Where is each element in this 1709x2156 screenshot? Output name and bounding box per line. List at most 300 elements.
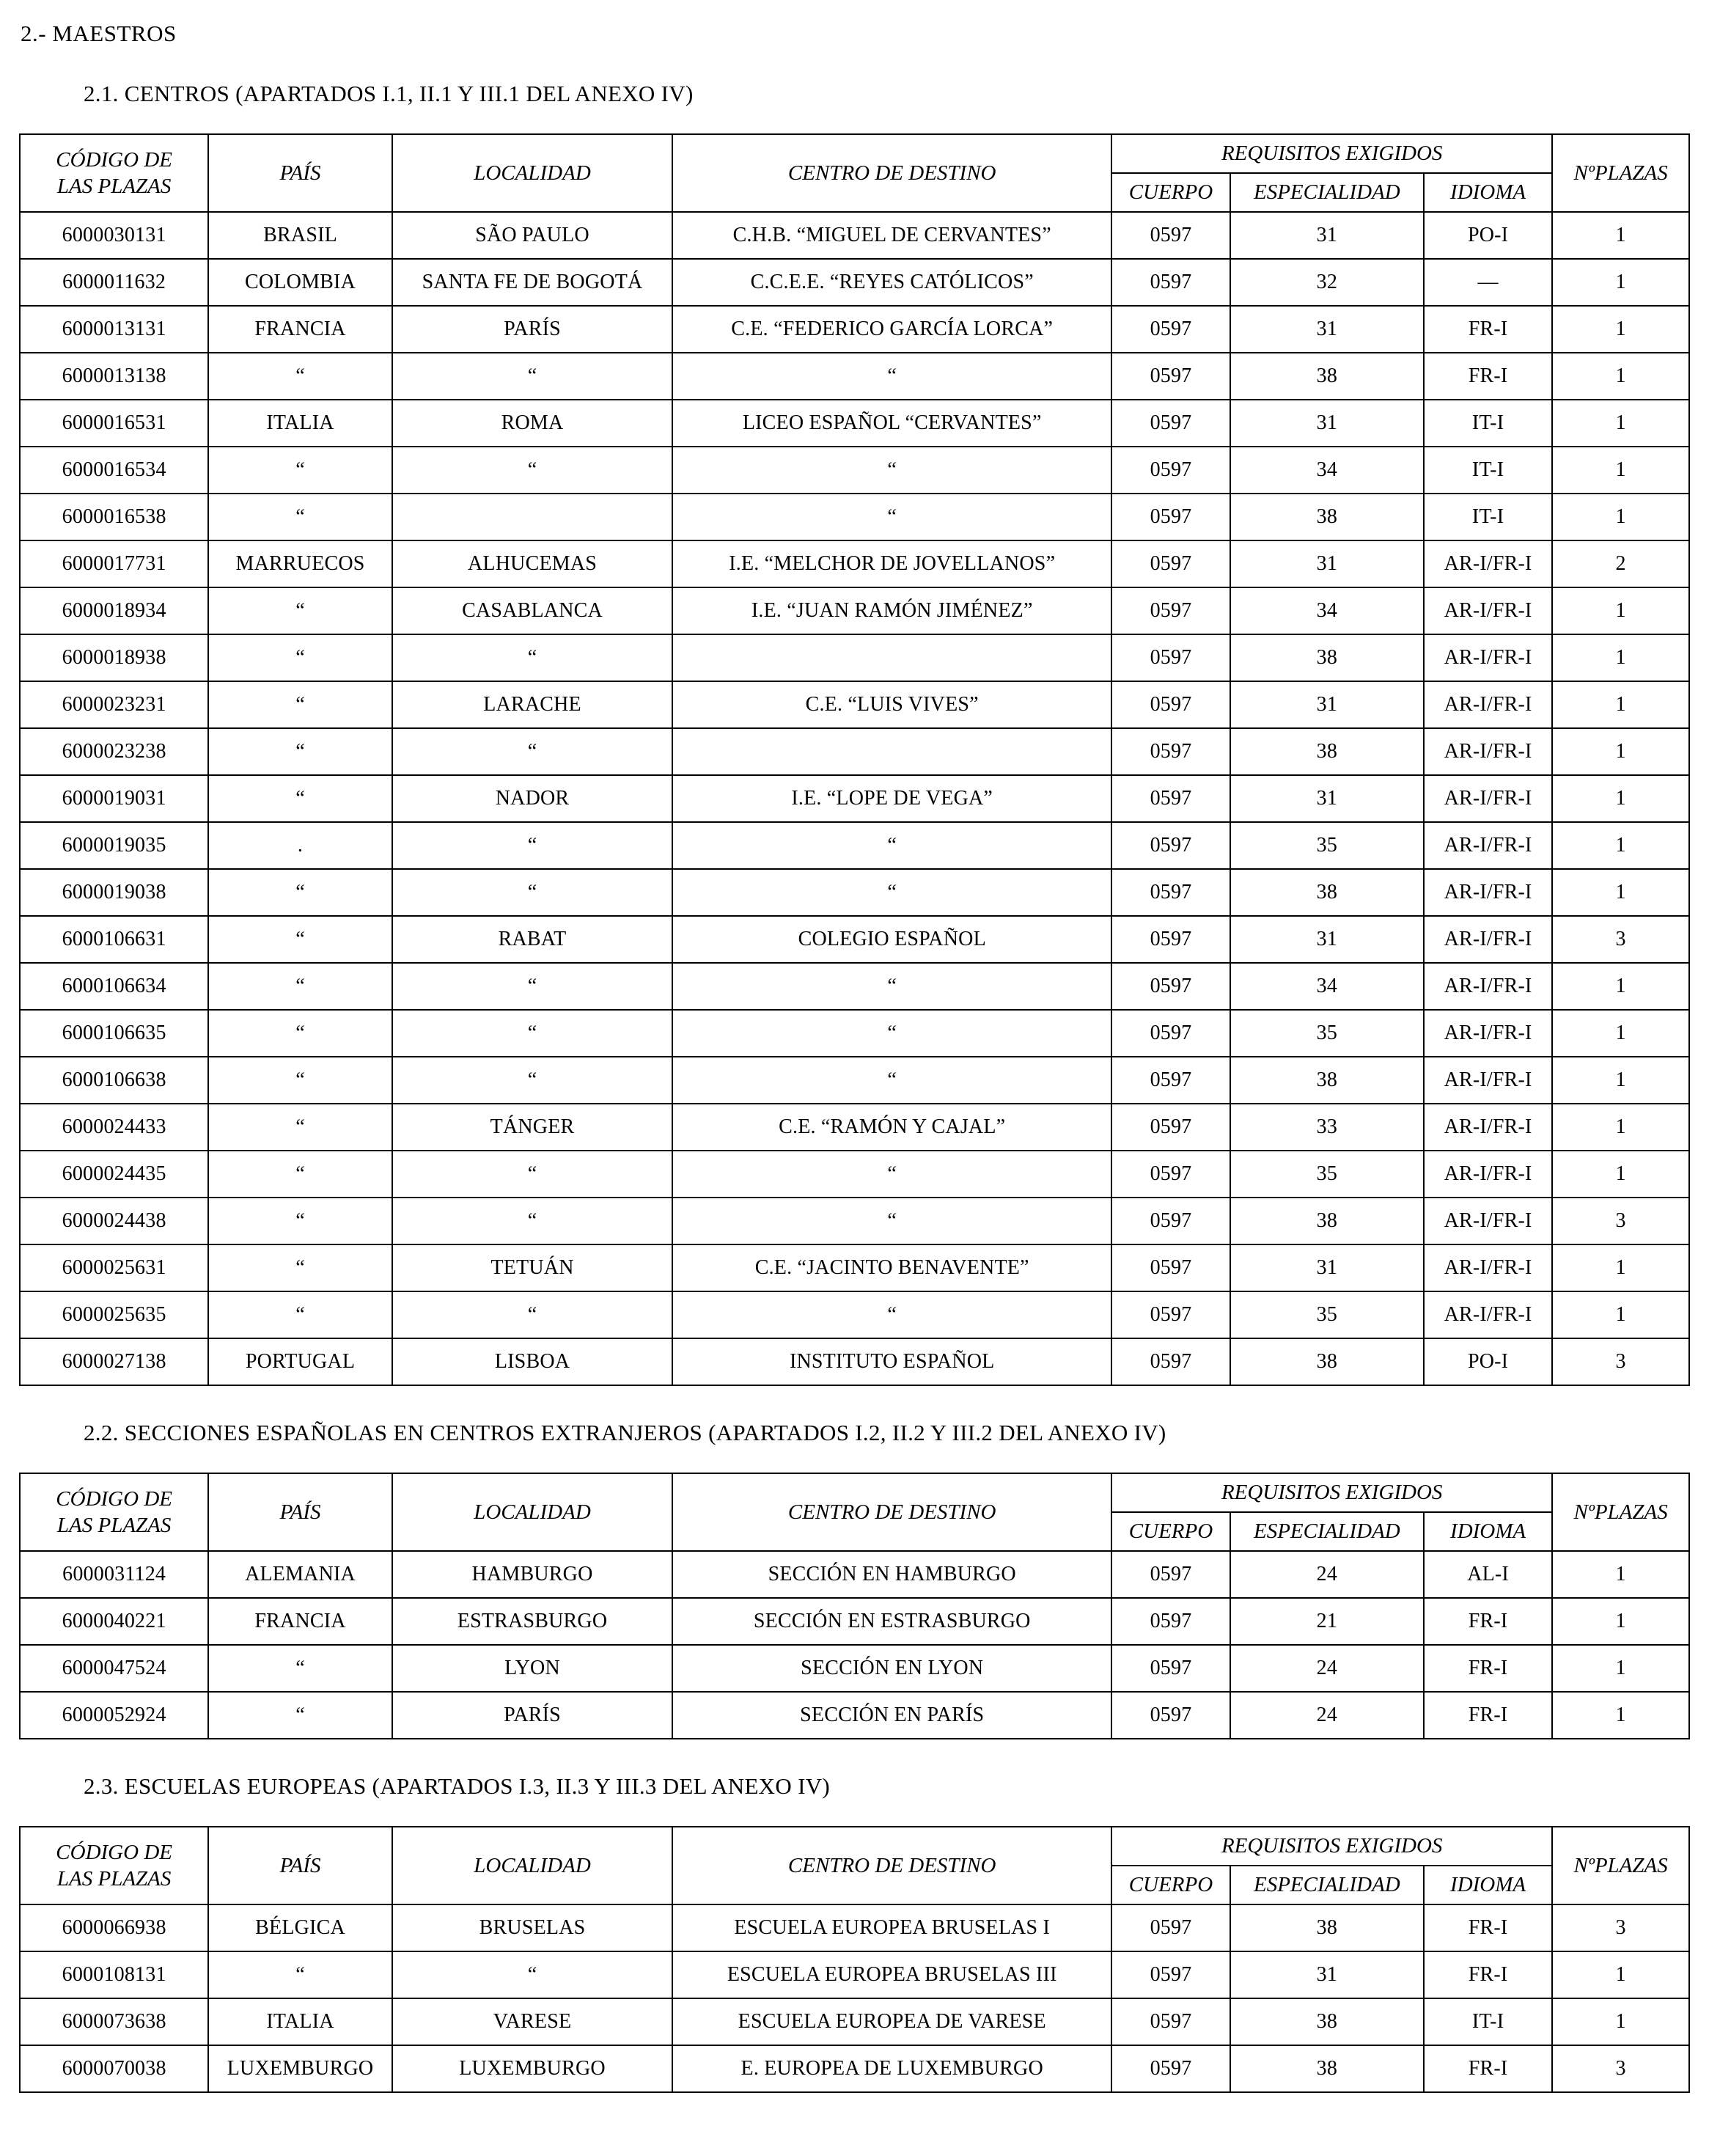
cell-cuerpo: 0597 (1111, 353, 1230, 400)
cell-plazas: 1 (1552, 353, 1689, 400)
cell-pais: “ (208, 916, 392, 963)
cell-localidad: ROMA (392, 400, 673, 447)
table-row (20, 494, 1689, 540)
cell-idioma: IT-I (1424, 494, 1552, 540)
cell-idioma: AR-I/FR-I (1424, 1198, 1552, 1244)
cell-pais: “ (208, 1104, 392, 1151)
cell-codigo: 6000025631 (20, 1244, 208, 1291)
cell-plazas: 1 (1552, 1998, 1689, 2045)
table-row (20, 1692, 1689, 1739)
cell-localidad: BRUSELAS (392, 1904, 673, 1951)
cell-centro: INSTITUTO ESPAÑOL (672, 1338, 1111, 1385)
cell-idioma: PO-I (1424, 212, 1552, 259)
column-header-localidad: LOCALIDAD (392, 1473, 673, 1551)
cell-especialidad: 31 (1230, 212, 1424, 259)
cell-idioma: AR-I/FR-I (1424, 1010, 1552, 1057)
cell-codigo: 6000024433 (20, 1104, 208, 1151)
column-header-plazas: NºPLAZAS (1552, 1473, 1689, 1551)
column-header-localidad: LOCALIDAD (392, 134, 673, 212)
cell-centro: SECCIÓN EN LYON (672, 1645, 1111, 1692)
cell-codigo: 6000030131 (20, 212, 208, 259)
column-header-codigo (20, 134, 208, 212)
cell-especialidad: 34 (1230, 963, 1424, 1010)
cell-centro: C.C.E.E. “REYES CATÓLICOS” (672, 259, 1111, 306)
cell-cuerpo: 0597 (1111, 1998, 1230, 2045)
cell-pais: “ (208, 1244, 392, 1291)
cell-especialidad: 31 (1230, 540, 1424, 587)
cell-pais: COLOMBIA (208, 259, 392, 306)
cell-cuerpo: 0597 (1111, 259, 1230, 306)
table-row (20, 1151, 1689, 1198)
cell-pais: “ (208, 1951, 392, 1998)
table-row (20, 1904, 1689, 1951)
cell-pais: ITALIA (208, 400, 392, 447)
table-row (20, 1951, 1689, 1998)
cell-pais: MARRUECOS (208, 540, 392, 587)
table-row (20, 400, 1689, 447)
cell-centro: C.E. “LUIS VIVES” (672, 681, 1111, 728)
cell-plazas: 1 (1552, 634, 1689, 681)
column-header-especialidad: ESPECIALIDAD (1230, 173, 1424, 212)
cell-pais: BRASIL (208, 212, 392, 259)
cell-pais: “ (208, 775, 392, 822)
cell-especialidad: 24 (1230, 1692, 1424, 1739)
cell-pais: ITALIA (208, 1998, 392, 2045)
cell-localidad: “ (392, 869, 673, 916)
cell-cuerpo: 0597 (1111, 1104, 1230, 1151)
cell-especialidad: 32 (1230, 259, 1424, 306)
cell-localidad: PARÍS (392, 306, 673, 353)
cell-idioma: PO-I (1424, 1338, 1552, 1385)
cell-cuerpo: 0597 (1111, 2045, 1230, 2092)
cell-especialidad: 34 (1230, 447, 1424, 494)
cell-idioma: AR-I/FR-I (1424, 728, 1552, 775)
cell-plazas: 3 (1552, 916, 1689, 963)
cell-cuerpo: 0597 (1111, 822, 1230, 869)
cell-codigo: 6000018934 (20, 587, 208, 634)
table-row (20, 447, 1689, 494)
cell-localidad: LISBOA (392, 1338, 673, 1385)
cell-especialidad: 38 (1230, 494, 1424, 540)
cell-cuerpo: 0597 (1111, 540, 1230, 587)
cell-plazas: 3 (1552, 2045, 1689, 2092)
cell-localidad: SANTA FE DE BOGOTÁ (392, 259, 673, 306)
table-row (20, 1551, 1689, 1598)
cell-idioma: AR-I/FR-I (1424, 587, 1552, 634)
cell-pais: LUXEMBURGO (208, 2045, 392, 2092)
cell-plazas: 1 (1552, 822, 1689, 869)
column-header-especialidad: ESPECIALIDAD (1230, 1512, 1424, 1551)
cell-localidad: RABAT (392, 916, 673, 963)
cell-idioma: IT-I (1424, 447, 1552, 494)
cell-especialidad: 38 (1230, 1338, 1424, 1385)
cell-centro: SECCIÓN EN ESTRASBURGO (672, 1598, 1111, 1645)
cell-codigo: 6000073638 (20, 1998, 208, 2045)
cell-especialidad: 38 (1230, 1904, 1424, 1951)
table-row (20, 869, 1689, 916)
cell-cuerpo: 0597 (1111, 634, 1230, 681)
cell-centro: “ (672, 1010, 1111, 1057)
column-header-requisitos: REQUISITOS EXIGIDOS (1111, 134, 1552, 173)
cell-pais: FRANCIA (208, 306, 392, 353)
cell-plazas: 1 (1552, 869, 1689, 916)
column-header-cuerpo: CUERPO (1111, 1866, 1230, 1904)
cell-cuerpo: 0597 (1111, 869, 1230, 916)
cell-especialidad: 31 (1230, 306, 1424, 353)
cell-cuerpo: 0597 (1111, 1338, 1230, 1385)
cell-pais: BÉLGICA (208, 1904, 392, 1951)
table-row (20, 2045, 1689, 2092)
table-row (20, 1645, 1689, 1692)
cell-plazas: 1 (1552, 447, 1689, 494)
cell-codigo: 6000106634 (20, 963, 208, 1010)
cell-especialidad: 38 (1230, 353, 1424, 400)
cell-pais: “ (208, 494, 392, 540)
cell-plazas: 1 (1552, 259, 1689, 306)
cell-codigo: 6000024435 (20, 1151, 208, 1198)
codigo-header-line1: CÓDIGO DE (56, 1486, 172, 1511)
cell-especialidad: 35 (1230, 822, 1424, 869)
cell-idioma: AR-I/FR-I (1424, 869, 1552, 916)
cell-localidad: ESTRASBURGO (392, 1598, 673, 1645)
cell-localidad: “ (392, 963, 673, 1010)
cell-localidad: NADOR (392, 775, 673, 822)
cell-codigo: 6000016538 (20, 494, 208, 540)
table-row (20, 728, 1689, 775)
cell-plazas: 1 (1552, 1291, 1689, 1338)
cell-localidad: CASABLANCA (392, 587, 673, 634)
cell-centro: “ (672, 1151, 1111, 1198)
cell-centro: C.E. “FEDERICO GARCÍA LORCA” (672, 306, 1111, 353)
cell-centro (672, 728, 1111, 775)
cell-idioma: AR-I/FR-I (1424, 540, 1552, 587)
cell-pais: “ (208, 587, 392, 634)
cell-idioma: AR-I/FR-I (1424, 822, 1552, 869)
cell-centro: ESCUELA EUROPEA BRUSELAS III (672, 1951, 1111, 1998)
cell-plazas: 1 (1552, 1645, 1689, 1692)
cell-cuerpo: 0597 (1111, 1692, 1230, 1739)
cell-plazas: 1 (1552, 681, 1689, 728)
cell-codigo: 6000106631 (20, 916, 208, 963)
cell-codigo: 6000023231 (20, 681, 208, 728)
cell-localidad: “ (392, 1198, 673, 1244)
table-row (20, 1010, 1689, 1057)
cell-cuerpo: 0597 (1111, 916, 1230, 963)
cell-especialidad: 38 (1230, 1198, 1424, 1244)
cell-plazas: 1 (1552, 1010, 1689, 1057)
cell-especialidad: 31 (1230, 775, 1424, 822)
table-row (20, 1598, 1689, 1645)
cell-cuerpo: 0597 (1111, 728, 1230, 775)
cell-idioma: FR-I (1424, 353, 1552, 400)
cell-plazas: 1 (1552, 306, 1689, 353)
table-row (20, 681, 1689, 728)
cell-especialidad: 38 (1230, 1057, 1424, 1104)
secciones-table (19, 1473, 1690, 1739)
cell-codigo: 6000019031 (20, 775, 208, 822)
centros-table (19, 133, 1690, 1386)
cell-codigo: 6000108131 (20, 1951, 208, 1998)
cell-plazas: 1 (1552, 1598, 1689, 1645)
cell-codigo: 6000011632 (20, 259, 208, 306)
cell-idioma: AR-I/FR-I (1424, 1057, 1552, 1104)
cell-especialidad: 24 (1230, 1551, 1424, 1598)
column-header-cuerpo: CUERPO (1111, 1512, 1230, 1551)
cell-localidad: SÃO PAULO (392, 212, 673, 259)
cell-cuerpo: 0597 (1111, 447, 1230, 494)
cell-cuerpo: 0597 (1111, 1057, 1230, 1104)
cell-localidad: “ (392, 353, 673, 400)
cell-plazas: 2 (1552, 540, 1689, 587)
cell-localidad: “ (392, 447, 673, 494)
cell-pais: “ (208, 1198, 392, 1244)
cell-codigo: 6000016534 (20, 447, 208, 494)
cell-centro: C.E. “RAMÓN Y CAJAL” (672, 1104, 1111, 1151)
cell-idioma: FR-I (1424, 1951, 1552, 1998)
cell-cuerpo: 0597 (1111, 681, 1230, 728)
cell-localidad: VARESE (392, 1998, 673, 2045)
cell-idioma: IT-I (1424, 400, 1552, 447)
column-header-centro: CENTRO DE DESTINO (672, 134, 1111, 212)
secciones-table-body (20, 1551, 1689, 1739)
cell-centro: C.E. “JACINTO BENAVENTE” (672, 1244, 1111, 1291)
cell-especialidad: 35 (1230, 1291, 1424, 1338)
cell-centro: SECCIÓN EN PARÍS (672, 1692, 1111, 1739)
cell-localidad: ALHUCEMAS (392, 540, 673, 587)
cell-cuerpo: 0597 (1111, 1904, 1230, 1951)
cell-localidad: TÁNGER (392, 1104, 673, 1151)
cell-centro: LICEO ESPAÑOL “CERVANTES” (672, 400, 1111, 447)
escuelas-table-body (20, 1904, 1689, 2092)
cell-centro: “ (672, 1057, 1111, 1104)
cell-plazas: 1 (1552, 400, 1689, 447)
column-header-codigo (20, 1473, 208, 1551)
column-header-idioma: IDIOMA (1424, 1512, 1552, 1551)
cell-centro: “ (672, 494, 1111, 540)
cell-plazas: 1 (1552, 728, 1689, 775)
cell-codigo: 6000027138 (20, 1338, 208, 1385)
cell-cuerpo: 0597 (1111, 306, 1230, 353)
table-row (20, 1244, 1689, 1291)
cell-especialidad: 38 (1230, 728, 1424, 775)
cell-plazas: 3 (1552, 1904, 1689, 1951)
cell-centro: COLEGIO ESPAÑOL (672, 916, 1111, 963)
cell-localidad: “ (392, 1057, 673, 1104)
cell-centro: E. EUROPEA DE LUXEMBURGO (672, 2045, 1111, 2092)
cell-cuerpo: 0597 (1111, 963, 1230, 1010)
cell-idioma: FR-I (1424, 1598, 1552, 1645)
cell-especialidad: 31 (1230, 400, 1424, 447)
cell-pais: FRANCIA (208, 1598, 392, 1645)
cell-pais: “ (208, 963, 392, 1010)
cell-cuerpo: 0597 (1111, 1598, 1230, 1645)
codigo-header-line2: LAS PLAZAS (56, 1867, 172, 1891)
cell-plazas: 1 (1552, 1551, 1689, 1598)
page-title: 2.- MAESTROS (21, 21, 177, 46)
cell-pais: “ (208, 728, 392, 775)
table-row (20, 634, 1689, 681)
column-header-centro: CENTRO DE DESTINO (672, 1473, 1111, 1551)
cell-centro: “ (672, 1198, 1111, 1244)
cell-localidad: PARÍS (392, 1692, 673, 1739)
cell-cuerpo: 0597 (1111, 1198, 1230, 1244)
cell-plazas: 3 (1552, 1338, 1689, 1385)
cell-especialidad: 21 (1230, 1598, 1424, 1645)
cell-idioma: FR-I (1424, 2045, 1552, 2092)
cell-localidad: “ (392, 1951, 673, 1998)
cell-plazas: 1 (1552, 963, 1689, 1010)
cell-idioma: IT-I (1424, 1998, 1552, 2045)
cell-especialidad: 34 (1230, 587, 1424, 634)
cell-pais: “ (208, 1010, 392, 1057)
table-row (20, 963, 1689, 1010)
cell-idioma: AR-I/FR-I (1424, 1104, 1552, 1151)
cell-centro: ESCUELA EUROPEA BRUSELAS I (672, 1904, 1111, 1951)
cell-especialidad: 31 (1230, 916, 1424, 963)
cell-codigo: 6000066938 (20, 1904, 208, 1951)
cell-idioma: AR-I/FR-I (1424, 681, 1552, 728)
cell-localidad: “ (392, 728, 673, 775)
cell-idioma: AL-I (1424, 1551, 1552, 1598)
cell-codigo: 6000019035 (20, 822, 208, 869)
cell-especialidad: 38 (1230, 869, 1424, 916)
table-row (20, 1057, 1689, 1104)
table-row (20, 259, 1689, 306)
cell-pais: “ (208, 1291, 392, 1338)
cell-pais: “ (208, 869, 392, 916)
cell-especialidad: 31 (1230, 1244, 1424, 1291)
table-row (20, 212, 1689, 259)
cell-pais: “ (208, 353, 392, 400)
cell-idioma: — (1424, 259, 1552, 306)
cell-codigo: 6000023238 (20, 728, 208, 775)
cell-localidad: “ (392, 634, 673, 681)
cell-cuerpo: 0597 (1111, 1244, 1230, 1291)
cell-idioma: AR-I/FR-I (1424, 1151, 1552, 1198)
cell-especialidad: 38 (1230, 634, 1424, 681)
cell-localidad: “ (392, 822, 673, 869)
column-header-idioma: IDIOMA (1424, 1866, 1552, 1904)
cell-centro: I.E. “JUAN RAMÓN JIMÉNEZ” (672, 587, 1111, 634)
cell-pais: “ (208, 1692, 392, 1739)
cell-pais: “ (208, 634, 392, 681)
cell-codigo: 6000047524 (20, 1645, 208, 1692)
cell-codigo: 6000040221 (20, 1598, 208, 1645)
cell-cuerpo: 0597 (1111, 1151, 1230, 1198)
cell-centro: “ (672, 822, 1111, 869)
cell-centro: I.E. “MELCHOR DE JOVELLANOS” (672, 540, 1111, 587)
cell-cuerpo: 0597 (1111, 1951, 1230, 1998)
codigo-header-line1: CÓDIGO DE (56, 1840, 172, 1864)
cell-codigo: 6000106638 (20, 1057, 208, 1104)
cell-centro: SECCIÓN EN HAMBURGO (672, 1551, 1111, 1598)
table-row (20, 1104, 1689, 1151)
cell-pais: PORTUGAL (208, 1338, 392, 1385)
cell-plazas: 1 (1552, 1692, 1689, 1739)
cell-codigo: 6000016531 (20, 400, 208, 447)
cell-plazas: 1 (1552, 212, 1689, 259)
cell-codigo: 6000031124 (20, 1551, 208, 1598)
cell-plazas: 1 (1552, 587, 1689, 634)
cell-centro: “ (672, 1291, 1111, 1338)
cell-idioma: FR-I (1424, 306, 1552, 353)
cell-idioma: AR-I/FR-I (1424, 634, 1552, 681)
cell-plazas: 1 (1552, 494, 1689, 540)
cell-cuerpo: 0597 (1111, 1291, 1230, 1338)
cell-localidad: “ (392, 1151, 673, 1198)
table-row (20, 1998, 1689, 2045)
table-row (20, 306, 1689, 353)
cell-centro: “ (672, 447, 1111, 494)
cell-centro: “ (672, 963, 1111, 1010)
column-header-plazas: NºPLAZAS (1552, 134, 1689, 212)
table-row (20, 822, 1689, 869)
table-row (20, 587, 1689, 634)
cell-centro: C.H.B. “MIGUEL DE CERVANTES” (672, 212, 1111, 259)
cell-pais: “ (208, 1151, 392, 1198)
cell-codigo: 6000070038 (20, 2045, 208, 2092)
cell-cuerpo: 0597 (1111, 587, 1230, 634)
table-row (20, 540, 1689, 587)
cell-cuerpo: 0597 (1111, 212, 1230, 259)
cell-especialidad: 35 (1230, 1151, 1424, 1198)
cell-pais: ALEMANIA (208, 1551, 392, 1598)
section-heading-2-1: 2.1. CENTROS (APARTADOS I.1, II.1 Y III.1 DEL ANEXO IV) (84, 81, 694, 106)
table-row (20, 1198, 1689, 1244)
column-header-cuerpo: CUERPO (1111, 173, 1230, 212)
cell-codigo: 6000013131 (20, 306, 208, 353)
cell-cuerpo: 0597 (1111, 400, 1230, 447)
column-header-idioma: IDIOMA (1424, 173, 1552, 212)
cell-pais: “ (208, 447, 392, 494)
cell-plazas: 1 (1552, 775, 1689, 822)
cell-especialidad: 31 (1230, 681, 1424, 728)
column-header-especialidad: ESPECIALIDAD (1230, 1866, 1424, 1904)
column-header-requisitos: REQUISITOS EXIGIDOS (1111, 1827, 1552, 1866)
cell-localidad: LYON (392, 1645, 673, 1692)
cell-codigo: 6000017731 (20, 540, 208, 587)
cell-cuerpo: 0597 (1111, 1010, 1230, 1057)
cell-idioma: FR-I (1424, 1904, 1552, 1951)
cell-codigo: 6000018938 (20, 634, 208, 681)
cell-plazas: 1 (1552, 1104, 1689, 1151)
cell-especialidad: 33 (1230, 1104, 1424, 1151)
table-row (20, 1291, 1689, 1338)
cell-localidad: LARACHE (392, 681, 673, 728)
cell-codigo: 6000019038 (20, 869, 208, 916)
cell-pais: “ (208, 1645, 392, 1692)
column-header-pais: PAÍS (208, 1473, 392, 1551)
cell-localidad: “ (392, 1010, 673, 1057)
cell-centro: ESCUELA EUROPEA DE VARESE (672, 1998, 1111, 2045)
cell-idioma: AR-I/FR-I (1424, 775, 1552, 822)
cell-especialidad: 38 (1230, 2045, 1424, 2092)
cell-localidad (392, 494, 673, 540)
column-header-pais: PAÍS (208, 134, 392, 212)
cell-codigo: 6000025635 (20, 1291, 208, 1338)
cell-centro (672, 634, 1111, 681)
column-header-pais: PAÍS (208, 1827, 392, 1904)
cell-centro: “ (672, 869, 1111, 916)
cell-idioma: AR-I/FR-I (1424, 963, 1552, 1010)
centros-table-body (20, 212, 1689, 1385)
column-header-centro: CENTRO DE DESTINO (672, 1827, 1111, 1904)
cell-codigo: 6000013138 (20, 353, 208, 400)
cell-especialidad: 35 (1230, 1010, 1424, 1057)
section-heading-2-3: 2.3. ESCUELAS EUROPEAS (APARTADOS I.3, II.3 Y III.3 DEL ANEXO IV) (84, 1773, 831, 1799)
cell-especialidad: 38 (1230, 1998, 1424, 2045)
cell-centro: I.E. “LOPE DE VEGA” (672, 775, 1111, 822)
